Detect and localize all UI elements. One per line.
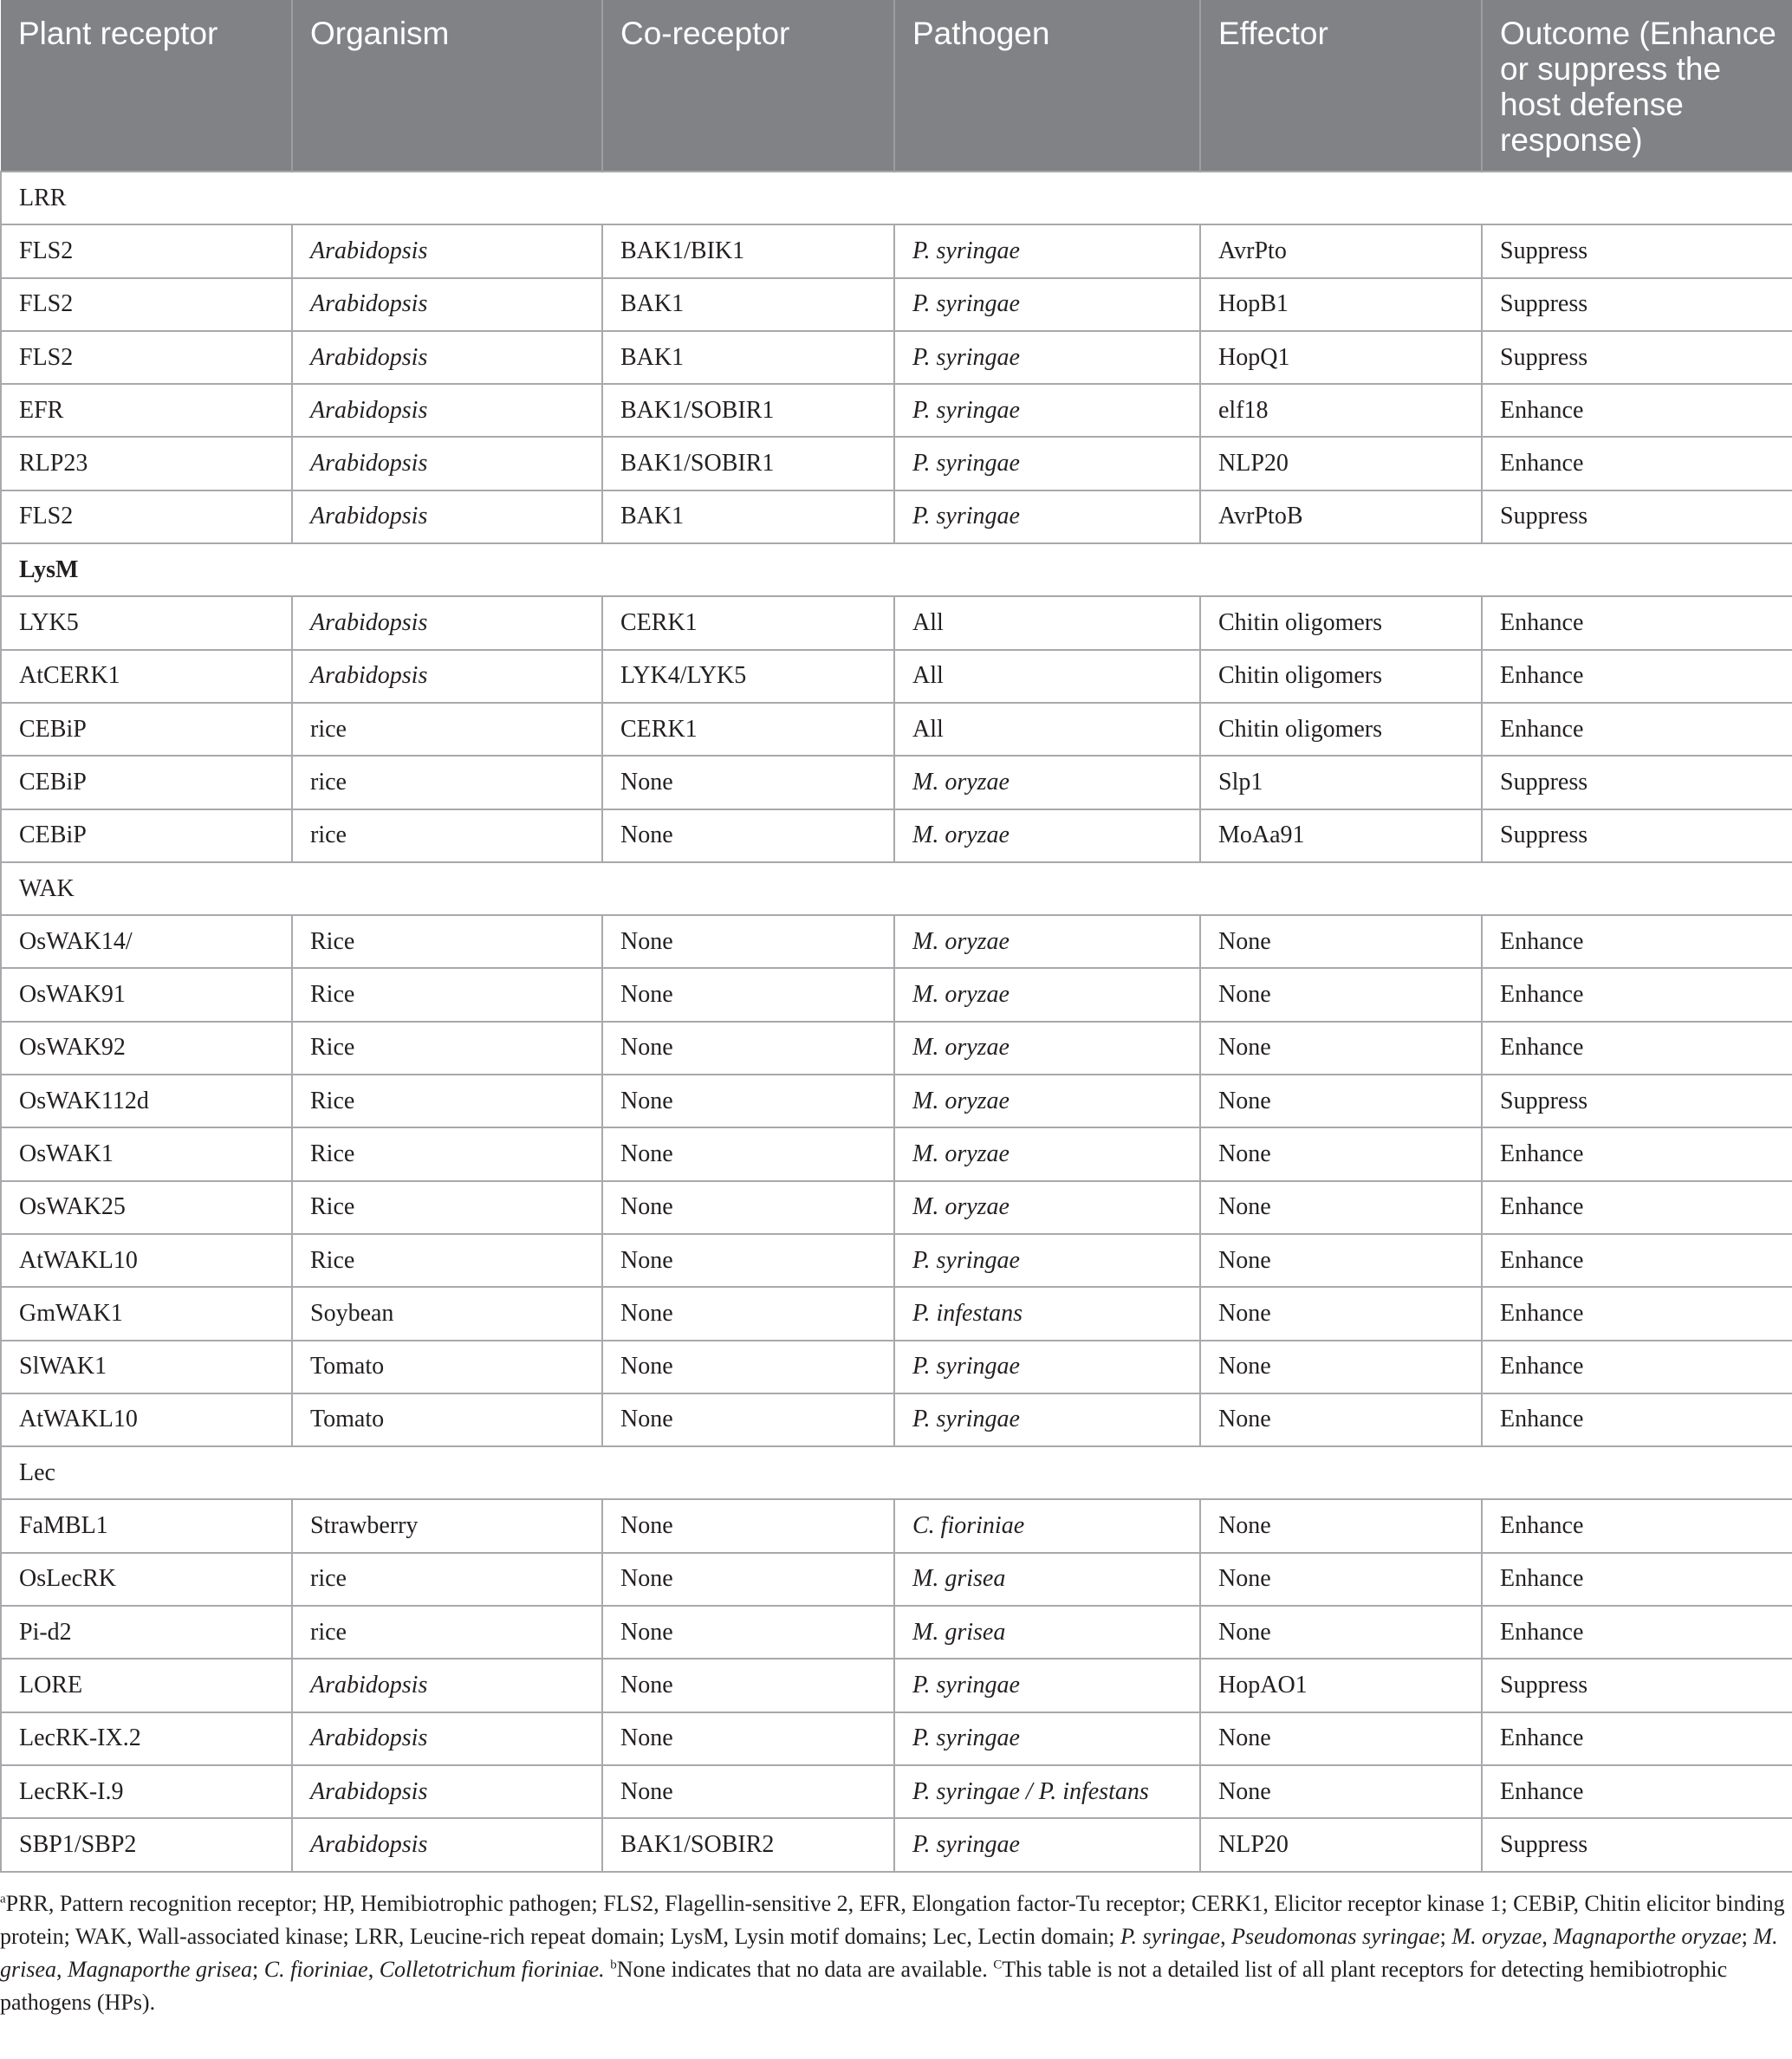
cell-co-receptor: None	[602, 1606, 894, 1659]
table-row	[1, 278, 1792, 331]
cell-organism: Arabidopsis	[292, 650, 602, 703]
cell-pathogen: M. oryzae	[894, 809, 1200, 862]
table-row	[1, 1606, 1792, 1659]
cell-plant-receptor: GmWAK1	[1, 1287, 292, 1340]
cell-pathogen: P. syringae	[894, 1234, 1200, 1287]
table-row	[1, 1712, 1792, 1765]
cell-organism: Arabidopsis	[292, 437, 602, 490]
cell-pathogen: P. syringae / P. infestans	[894, 1765, 1200, 1818]
cell-pathogen: M. oryzae	[894, 915, 1200, 968]
footnote-text: C. fioriniae	[263, 1957, 368, 1982]
table-footnote	[0, 1887, 1785, 2019]
footnote-marker: a	[0, 1892, 6, 1906]
cell-pathogen: M. oryzae	[894, 968, 1200, 1021]
cell-outcome: Suppress	[1482, 278, 1792, 331]
cell-co-receptor: None	[602, 1075, 894, 1127]
footnote-marker: C	[993, 1958, 1003, 1972]
cell-organism: Arabidopsis	[292, 490, 602, 543]
cell-effector: None	[1200, 1127, 1482, 1180]
cell-plant-receptor: OsWAK25	[1, 1181, 292, 1234]
cell-co-receptor: CERK1	[602, 596, 894, 649]
cell-co-receptor: None	[602, 1659, 894, 1712]
table-row	[1, 224, 1792, 277]
cell-effector: None	[1200, 1553, 1482, 1606]
cell-pathogen: P. syringae	[894, 1818, 1200, 1871]
cell-co-receptor: None	[602, 915, 894, 968]
footnote-text: Magnaporthe grisea	[68, 1957, 253, 1982]
cell-outcome: Enhance	[1482, 703, 1792, 756]
cell-outcome: Enhance	[1482, 1765, 1792, 1818]
cell-co-receptor: BAK1/SOBIR1	[602, 437, 894, 490]
cell-plant-receptor: CEBiP	[1, 756, 292, 809]
footnote-text: PRR, Pattern recognition receptor; HP, Hemibiotrophic pathogen; FLS2, Flagellin-sensitive 2, EFR, Elongation factor-Tu receptor; CERK1, Elicitor receptor kinase 1; CEBiP, Chitin elicitor binding protein; WAK, Wall-associated kinase; LRR, Leucine-rich repeat domain; LysM, Lysin motif domains; Lec, Lectin domain;	[0, 1891, 1785, 1949]
cell-outcome: Enhance	[1482, 1022, 1792, 1075]
cell-organism: Rice	[292, 1234, 602, 1287]
table-row	[1, 1234, 1792, 1287]
cell-effector: MoAa91	[1200, 809, 1482, 862]
cell-co-receptor: None	[602, 756, 894, 809]
cell-organism: Soybean	[292, 1287, 602, 1340]
cell-effector: None	[1200, 1499, 1482, 1552]
header-effector: Effector	[1200, 0, 1482, 172]
table-row	[1, 1393, 1792, 1446]
cell-effector: HopB1	[1200, 278, 1482, 331]
table-row	[1, 1287, 1792, 1340]
cell-plant-receptor: AtCERK1	[1, 650, 292, 703]
group-row	[1, 543, 1792, 596]
cell-pathogen: M. grisea	[894, 1553, 1200, 1606]
cell-co-receptor: None	[602, 1341, 894, 1393]
cell-co-receptor: None	[602, 1127, 894, 1180]
group-row	[1, 862, 1792, 915]
footnote-text: ,	[1220, 1924, 1232, 1949]
cell-effector: None	[1200, 915, 1482, 968]
cell-co-receptor: None	[602, 968, 894, 1021]
cell-effector: NLP20	[1200, 437, 1482, 490]
cell-organism: Arabidopsis	[292, 596, 602, 649]
cell-pathogen: P. syringae	[894, 1712, 1200, 1765]
table-row	[1, 756, 1792, 809]
cell-effector: elf18	[1200, 384, 1482, 437]
cell-co-receptor: None	[602, 1712, 894, 1765]
cell-organism: Arabidopsis	[292, 1765, 602, 1818]
cell-pathogen: M. oryzae	[894, 1181, 1200, 1234]
cell-outcome: Suppress	[1482, 1818, 1792, 1871]
cell-plant-receptor: FLS2	[1, 278, 292, 331]
cell-outcome: Enhance	[1482, 596, 1792, 649]
cell-co-receptor: None	[602, 1393, 894, 1446]
cell-plant-receptor: Pi-d2	[1, 1606, 292, 1659]
cell-pathogen: M. oryzae	[894, 1127, 1200, 1180]
header-co-receptor: Co-receptor	[602, 0, 894, 172]
group-label: WAK	[1, 862, 1792, 915]
cell-effector: None	[1200, 1287, 1482, 1340]
cell-co-receptor: None	[602, 1022, 894, 1075]
cell-co-receptor: None	[602, 1499, 894, 1552]
cell-effector: Chitin oligomers	[1200, 596, 1482, 649]
cell-plant-receptor: OsWAK91	[1, 968, 292, 1021]
cell-organism: Tomato	[292, 1341, 602, 1393]
cell-pathogen: P. syringae	[894, 331, 1200, 384]
cell-organism: Strawberry	[292, 1499, 602, 1552]
cell-organism: rice	[292, 756, 602, 809]
cell-organism: Arabidopsis	[292, 384, 602, 437]
cell-effector: None	[1200, 1234, 1482, 1287]
cell-plant-receptor: OsLecRK	[1, 1553, 292, 1606]
footnote-text: Colletotrichum fioriniae.	[379, 1957, 605, 1982]
table-row	[1, 331, 1792, 384]
footnote-marker: b	[610, 1958, 617, 1972]
table-row	[1, 490, 1792, 543]
table-row	[1, 1075, 1792, 1127]
cell-pathogen: All	[894, 596, 1200, 649]
cell-effector: None	[1200, 1341, 1482, 1393]
cell-outcome: Enhance	[1482, 1234, 1792, 1287]
table-body	[1, 172, 1792, 1872]
cell-organism: Rice	[292, 968, 602, 1021]
cell-outcome: Enhance	[1482, 1553, 1792, 1606]
cell-co-receptor: CERK1	[602, 703, 894, 756]
cell-organism: Tomato	[292, 1393, 602, 1446]
cell-plant-receptor: OsWAK14/	[1, 915, 292, 968]
group-label: Lec	[1, 1446, 1792, 1499]
cell-outcome: Enhance	[1482, 1127, 1792, 1180]
cell-co-receptor: None	[602, 1181, 894, 1234]
group-row	[1, 172, 1792, 224]
cell-effector: None	[1200, 1393, 1482, 1446]
cell-outcome: Suppress	[1482, 224, 1792, 277]
table-header	[1, 0, 1792, 172]
table-row	[1, 915, 1792, 968]
cell-co-receptor: BAK1	[602, 331, 894, 384]
cell-organism: rice	[292, 703, 602, 756]
cell-outcome: Enhance	[1482, 650, 1792, 703]
cell-plant-receptor: RLP23	[1, 437, 292, 490]
table-row	[1, 968, 1792, 1021]
cell-effector: None	[1200, 1022, 1482, 1075]
table-row	[1, 1127, 1792, 1180]
table-row	[1, 1553, 1792, 1606]
footnote-text: This table is not a detailed list of all plant receptors for detecting hemibiotrophic pathogens (HPs).	[0, 1957, 1728, 2015]
table-row	[1, 1341, 1792, 1393]
cell-plant-receptor: CEBiP	[1, 809, 292, 862]
cell-outcome: Suppress	[1482, 756, 1792, 809]
cell-outcome: Enhance	[1482, 1287, 1792, 1340]
cell-pathogen: M. oryzae	[894, 756, 1200, 809]
header-plant-receptor: Plant receptor	[1, 0, 292, 172]
footnote-text: M. grisea	[0, 1924, 1778, 1982]
cell-plant-receptor: EFR	[1, 384, 292, 437]
footnote-text: ,	[367, 1957, 380, 1982]
cell-organism: Arabidopsis	[292, 224, 602, 277]
footnote-text: None indicates that no data are available.	[616, 1957, 994, 1982]
cell-co-receptor: None	[602, 809, 894, 862]
cell-co-receptor: BAK1/SOBIR1	[602, 384, 894, 437]
cell-pathogen: P. syringae	[894, 278, 1200, 331]
group-row	[1, 1446, 1792, 1499]
cell-plant-receptor: OsWAK112d	[1, 1075, 292, 1127]
footnote-text: ;	[252, 1957, 264, 1982]
cell-effector: None	[1200, 968, 1482, 1021]
cell-organism: Arabidopsis	[292, 1712, 602, 1765]
table-row	[1, 1022, 1792, 1075]
cell-organism: Rice	[292, 1181, 602, 1234]
cell-pathogen: P. syringae	[894, 490, 1200, 543]
header-organism: Organism	[292, 0, 602, 172]
table-row	[1, 809, 1792, 862]
cell-effector: None	[1200, 1712, 1482, 1765]
cell-co-receptor: BAK1/SOBIR2	[602, 1818, 894, 1871]
cell-organism: Arabidopsis	[292, 1659, 602, 1712]
table-row	[1, 650, 1792, 703]
group-label: LRR	[1, 172, 1792, 224]
cell-pathogen: P. syringae	[894, 384, 1200, 437]
cell-organism: Rice	[292, 1022, 602, 1075]
cell-co-receptor: BAK1/BIK1	[602, 224, 894, 277]
cell-organism: rice	[292, 809, 602, 862]
cell-plant-receptor: FLS2	[1, 490, 292, 543]
cell-effector: NLP20	[1200, 1818, 1482, 1871]
cell-organism: Rice	[292, 1075, 602, 1127]
cell-plant-receptor: SBP1/SBP2	[1, 1818, 292, 1871]
cell-plant-receptor: LecRK-IX.2	[1, 1712, 292, 1765]
cell-organism: Arabidopsis	[292, 331, 602, 384]
cell-organism: Arabidopsis	[292, 1818, 602, 1871]
footnote-text: Pseudomonas syringae	[1231, 1924, 1440, 1949]
cell-outcome: Enhance	[1482, 384, 1792, 437]
cell-outcome: Enhance	[1482, 1606, 1792, 1659]
cell-co-receptor: BAK1	[602, 278, 894, 331]
cell-plant-receptor: OsWAK92	[1, 1022, 292, 1075]
cell-effector: Chitin oligomers	[1200, 650, 1482, 703]
cell-pathogen: P. syringae	[894, 437, 1200, 490]
cell-plant-receptor: LecRK-I.9	[1, 1765, 292, 1818]
cell-outcome: Suppress	[1482, 1075, 1792, 1127]
cell-organism: rice	[292, 1553, 602, 1606]
cell-plant-receptor: OsWAK1	[1, 1127, 292, 1180]
cell-outcome: Enhance	[1482, 1341, 1792, 1393]
cell-pathogen: M. oryzae	[894, 1022, 1200, 1075]
cell-pathogen: P. infestans	[894, 1287, 1200, 1340]
table-row	[1, 703, 1792, 756]
cell-pathogen: M. grisea	[894, 1606, 1200, 1659]
cell-outcome: Suppress	[1482, 490, 1792, 543]
cell-co-receptor: None	[602, 1234, 894, 1287]
cell-pathogen: C. fioriniae	[894, 1499, 1200, 1552]
cell-effector: HopQ1	[1200, 331, 1482, 384]
cell-pathogen: P. syringae	[894, 224, 1200, 277]
cell-pathogen: P. syringae	[894, 1341, 1200, 1393]
cell-outcome: Enhance	[1482, 1393, 1792, 1446]
table-row	[1, 1659, 1792, 1712]
cell-pathogen: P. syringae	[894, 1659, 1200, 1712]
header-pathogen: Pathogen	[894, 0, 1200, 172]
cell-co-receptor: None	[602, 1765, 894, 1818]
cell-pathogen: All	[894, 650, 1200, 703]
cell-pathogen: All	[894, 703, 1200, 756]
cell-plant-receptor: FLS2	[1, 224, 292, 277]
cell-outcome: Enhance	[1482, 1181, 1792, 1234]
cell-plant-receptor: CEBiP	[1, 703, 292, 756]
cell-outcome: Suppress	[1482, 809, 1792, 862]
footnote-text: M. oryzae	[1451, 1924, 1542, 1949]
cell-effector: None	[1200, 1765, 1482, 1818]
footnote-text: ,	[56, 1957, 68, 1982]
cell-outcome: Enhance	[1482, 968, 1792, 1021]
table-row	[1, 596, 1792, 649]
cell-effector: AvrPto	[1200, 224, 1482, 277]
cell-co-receptor: None	[602, 1287, 894, 1340]
cell-plant-receptor: FaMBL1	[1, 1499, 292, 1552]
cell-co-receptor: LYK4/LYK5	[602, 650, 894, 703]
cell-effector: Slp1	[1200, 756, 1482, 809]
cell-co-receptor: None	[602, 1553, 894, 1606]
cell-effector: Chitin oligomers	[1200, 703, 1482, 756]
footnote-text: P. syringae	[1120, 1924, 1221, 1949]
cell-plant-receptor: LYK5	[1, 596, 292, 649]
cell-plant-receptor: SlWAK1	[1, 1341, 292, 1393]
cell-outcome: Enhance	[1482, 437, 1792, 490]
cell-organism: Rice	[292, 1127, 602, 1180]
cell-pathogen: M. oryzae	[894, 1075, 1200, 1127]
cell-plant-receptor: AtWAKL10	[1, 1393, 292, 1446]
footnote-text: ;	[1741, 1924, 1754, 1949]
table-row	[1, 437, 1792, 490]
cell-outcome: Enhance	[1482, 1712, 1792, 1765]
cell-effector: None	[1200, 1606, 1482, 1659]
cell-co-receptor: BAK1	[602, 490, 894, 543]
cell-organism: Rice	[292, 915, 602, 968]
cell-effector: None	[1200, 1181, 1482, 1234]
cell-plant-receptor: FLS2	[1, 331, 292, 384]
header-outcome: Outcome (Enhance or suppress the host defense response)	[1482, 0, 1792, 172]
cell-outcome: Enhance	[1482, 915, 1792, 968]
cell-outcome: Suppress	[1482, 331, 1792, 384]
cell-effector: AvrPtoB	[1200, 490, 1482, 543]
cell-pathogen: P. syringae	[894, 1393, 1200, 1446]
cell-outcome: Enhance	[1482, 1499, 1792, 1552]
footnote-text: ;	[1439, 1924, 1452, 1949]
table-row	[1, 1765, 1792, 1818]
table-row	[1, 384, 1792, 437]
header-row	[1, 0, 1792, 172]
cell-plant-receptor: AtWAKL10	[1, 1234, 292, 1287]
group-label: LysM	[1, 543, 1792, 596]
cell-effector: None	[1200, 1075, 1482, 1127]
cell-effector: HopAO1	[1200, 1659, 1482, 1712]
table-row	[1, 1818, 1792, 1871]
cell-outcome: Suppress	[1482, 1659, 1792, 1712]
footnote-text: ,	[1542, 1924, 1554, 1949]
cell-plant-receptor: LORE	[1, 1659, 292, 1712]
table-row	[1, 1181, 1792, 1234]
cell-organism: rice	[292, 1606, 602, 1659]
footnote-text: Magnaporthe oryzae	[1553, 1924, 1742, 1949]
table-row	[1, 1499, 1792, 1552]
cell-organism: Arabidopsis	[292, 278, 602, 331]
